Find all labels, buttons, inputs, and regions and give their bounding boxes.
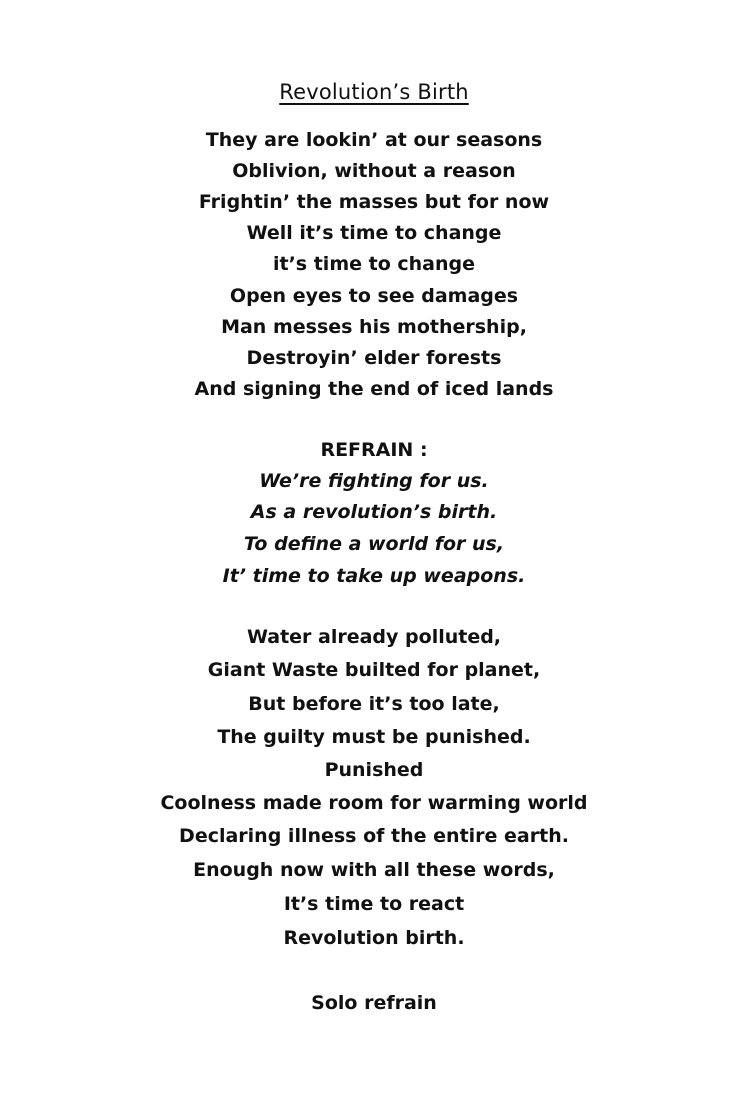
refrain-line-1: We’re fighting for us. [259, 470, 489, 492]
verse2-line-2: Giant Waste builted for planet, [207, 659, 541, 681]
verse1-line-4: Well it’s time to change [246, 222, 502, 244]
closing-line: Solo refrain [311, 992, 437, 1014]
refrain-line-3: To define a world for us, [243, 533, 505, 555]
verse1-line-6: Open eyes to see damages [229, 285, 519, 307]
verse1-line-9: And signing the end of iced lands [194, 378, 554, 400]
verse2-line-10: Revolution birth. [283, 927, 465, 949]
verse2-line-3: But before it’s too late, [248, 693, 500, 715]
verse2-line-1: Water already polluted, [246, 626, 502, 648]
refrain-line-4: It’ time to take up weapons. [222, 565, 526, 587]
verse1-line-3: Frightin’ the masses but for now [198, 191, 550, 213]
verse2-line-8: Enough now with all these words, [193, 859, 555, 881]
verse1-line-8: Destroyin’ elder forests [246, 347, 502, 369]
refrain-label: REFRAIN : [320, 439, 428, 461]
verse1-line-5: it’s time to change [272, 253, 475, 275]
poem-title: Revolution’s Birth [279, 80, 469, 104]
verse2-line-4: The guilty must be punished. [217, 726, 531, 748]
verse2-line-5: Punished [324, 759, 424, 781]
verse2-line-7: Declaring illness of the entire earth. [179, 825, 569, 847]
verse1-line-2: Oblivion, without a reason [232, 160, 516, 182]
refrain-line-2: As a revolution’s birth. [250, 501, 498, 523]
verse2-line-6: Coolness made room for warming world [160, 792, 588, 814]
verse1-line-1: They are lookin’ at our seasons [205, 129, 543, 151]
verse2-line-9: It’s time to react [283, 893, 465, 915]
verse1-line-7: Man messes his mothership, [221, 316, 527, 338]
